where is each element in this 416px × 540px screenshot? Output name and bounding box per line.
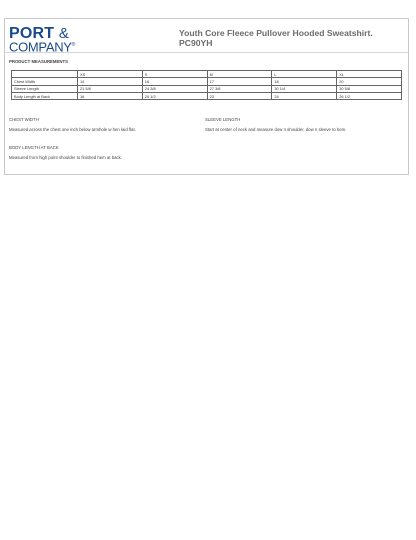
row-label: Body Length at Back <box>12 92 78 99</box>
measurements-table <box>11 70 402 100</box>
table-cell: 18 <box>272 78 337 85</box>
table-cell: 24 3/8 <box>142 85 207 92</box>
definition-text: Measured from high point shoulder to finished hem at back. <box>9 155 122 160</box>
definition-heading: CHEST WIDTH <box>9 117 39 122</box>
definition-heading: SLEEVE LENGTH <box>205 117 241 122</box>
table-cell: 17 <box>207 78 272 85</box>
product-title-line-1: Youth Core Fleece Pullover Hooded Sweatshirt. <box>179 28 373 38</box>
row-label: Sleeve Length <box>12 85 78 92</box>
row-label: Chest Width <box>12 78 78 85</box>
definition-body-length <box>9 145 199 160</box>
table-cell: 20 <box>337 78 402 85</box>
table-cell: 27 3/8 <box>207 85 272 92</box>
table-cell: 21 5/8 <box>78 85 143 92</box>
definition-chest-width <box>9 117 199 132</box>
logo-text-port: PORT <box>9 25 55 42</box>
product-style-code: PC90YH <box>179 37 213 48</box>
logo-ampersand: & <box>58 25 70 42</box>
table-cell: 26 1/2 <box>337 92 402 99</box>
logo-text-company: COMPANY <box>9 39 72 55</box>
table-header-row <box>12 71 402 78</box>
table-row <box>12 78 402 85</box>
definition-text: Measured across the chest one inch below armhole w hen laid flat. <box>9 127 136 132</box>
header-cell: XS <box>78 71 143 78</box>
definition-sleeve-length <box>205 117 395 132</box>
section-title: PRODUCT MEASUREMENTS <box>9 59 68 64</box>
header-cell: M <box>207 71 272 78</box>
header-cell: S <box>142 71 207 78</box>
table-row <box>12 92 402 99</box>
table-cell: 14 <box>78 78 143 85</box>
table-cell: 20 1/2 <box>142 92 207 99</box>
table-cell: 30 5/8 <box>337 85 402 92</box>
header-cell <box>12 71 78 78</box>
table-cell: 16 <box>142 78 207 85</box>
header-divider <box>5 52 408 53</box>
header-cell: XL <box>337 71 402 78</box>
definition-text: Start at center of neck and measure dow n shoulder, dow n sleeve to hem. <box>205 127 347 132</box>
header-cell: L <box>272 71 337 78</box>
port-and-company-logo <box>9 25 76 55</box>
table-row <box>12 85 402 92</box>
table-cell: 24 <box>272 92 337 99</box>
table-cell: 16 <box>78 92 143 99</box>
table-cell: 30 1/4 <box>272 85 337 92</box>
table-cell: 23 <box>207 92 272 99</box>
registered-mark: ® <box>71 42 76 48</box>
definition-heading: BODY LENGTH AT BACK <box>9 145 59 150</box>
size-chart-sheet <box>4 18 409 175</box>
product-title <box>179 29 404 48</box>
